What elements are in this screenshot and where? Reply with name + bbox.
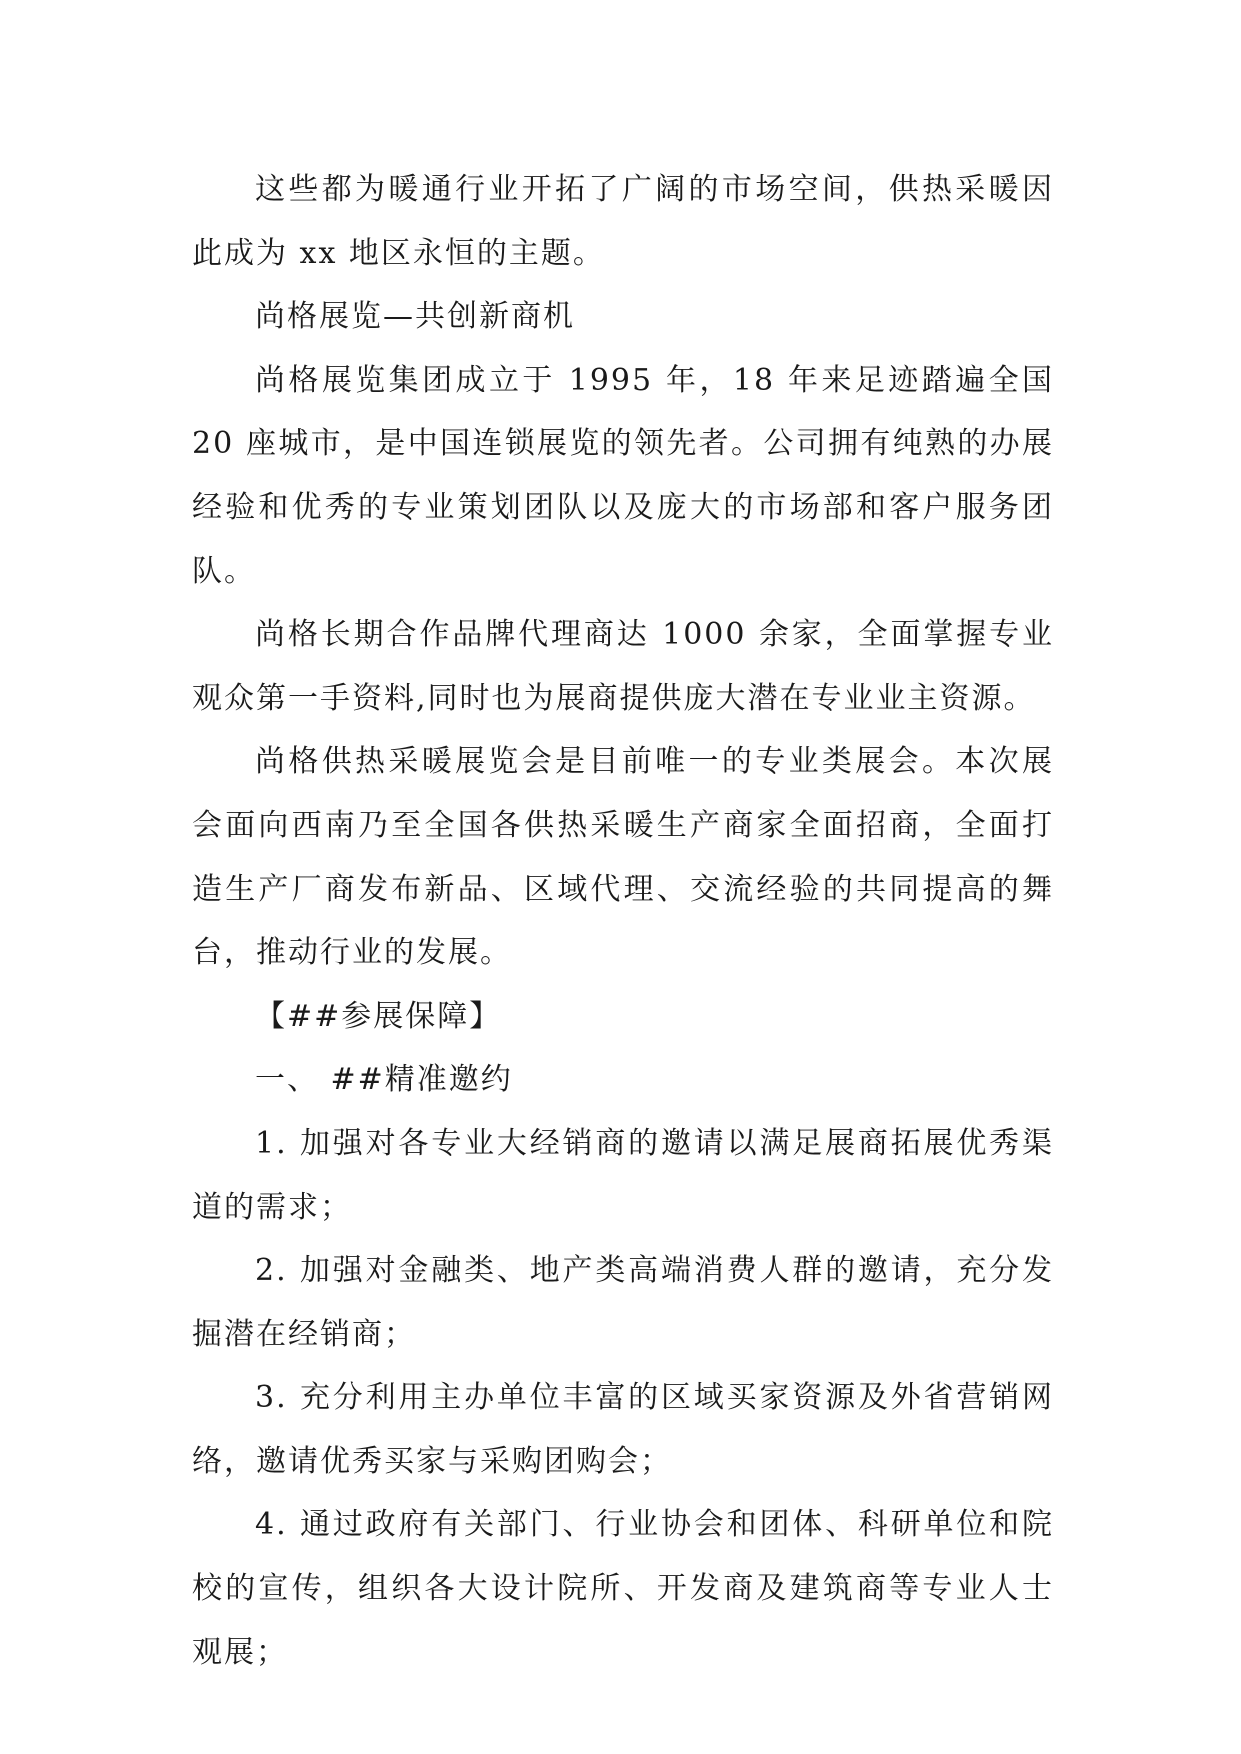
list-item-1: 1. 加强对各专业大经销商的邀请以满足展商拓展优秀渠道的需求； <box>192 1125 1054 1225</box>
list-item-4: 4. 通过政府有关部门、行业协会和团体、科研单位和院校的宣传，组织各大设计院所、开发商及建筑商等专业人士观展； <box>192 1507 1054 1670</box>
document-body <box>192 158 1054 1684</box>
list-item-2: 2. 加强对金融类、地产类高端消费人群的邀请，充分发掘潜在经销商； <box>192 1253 1054 1352</box>
paragraph-company-intro: 尚格展览集团成立于 1995 年，18 年来足迹踏遍全国 20 座城市，是中国连锁展览的领先者。公司拥有纯熟的办展经验和优秀的专业策划团队以及庞大的市场部和客户服务团队。 <box>192 362 1054 589</box>
paragraph-exhibition-intro: 尚格供热采暖展览会是目前唯一的专业类展会。本次展会面向西南乃至全国各供热采暖生产商家全面招商，全面打造生产厂商发布新品、区域代理、交流经验的共同提高的舞台，推动行业的发展。 <box>192 744 1054 971</box>
subheading-precise-invitation: 一、 ##精准邀约 <box>255 1062 513 1098</box>
section-heading-shangge: 尚格展览—共创新商机 <box>255 299 575 335</box>
paragraph-market-space: 这些都为暖通行业开拓了广阔的市场空间，供热采暖因此成为 xx 地区永恒的主题。 <box>192 172 1054 271</box>
section-heading-guarantee: 【##参展保障】 <box>255 998 502 1034</box>
paragraph-brand-agents: 尚格长期合作品牌代理商达 1000 余家，全面掌握专业观众第一手资料,同时也为展商提供庞大潜在专业业主资源。 <box>192 617 1054 716</box>
list-item-3: 3. 充分利用主办单位丰富的区域买家资源及外省营销网络，邀请优秀买家与采购团购会； <box>192 1380 1054 1479</box>
